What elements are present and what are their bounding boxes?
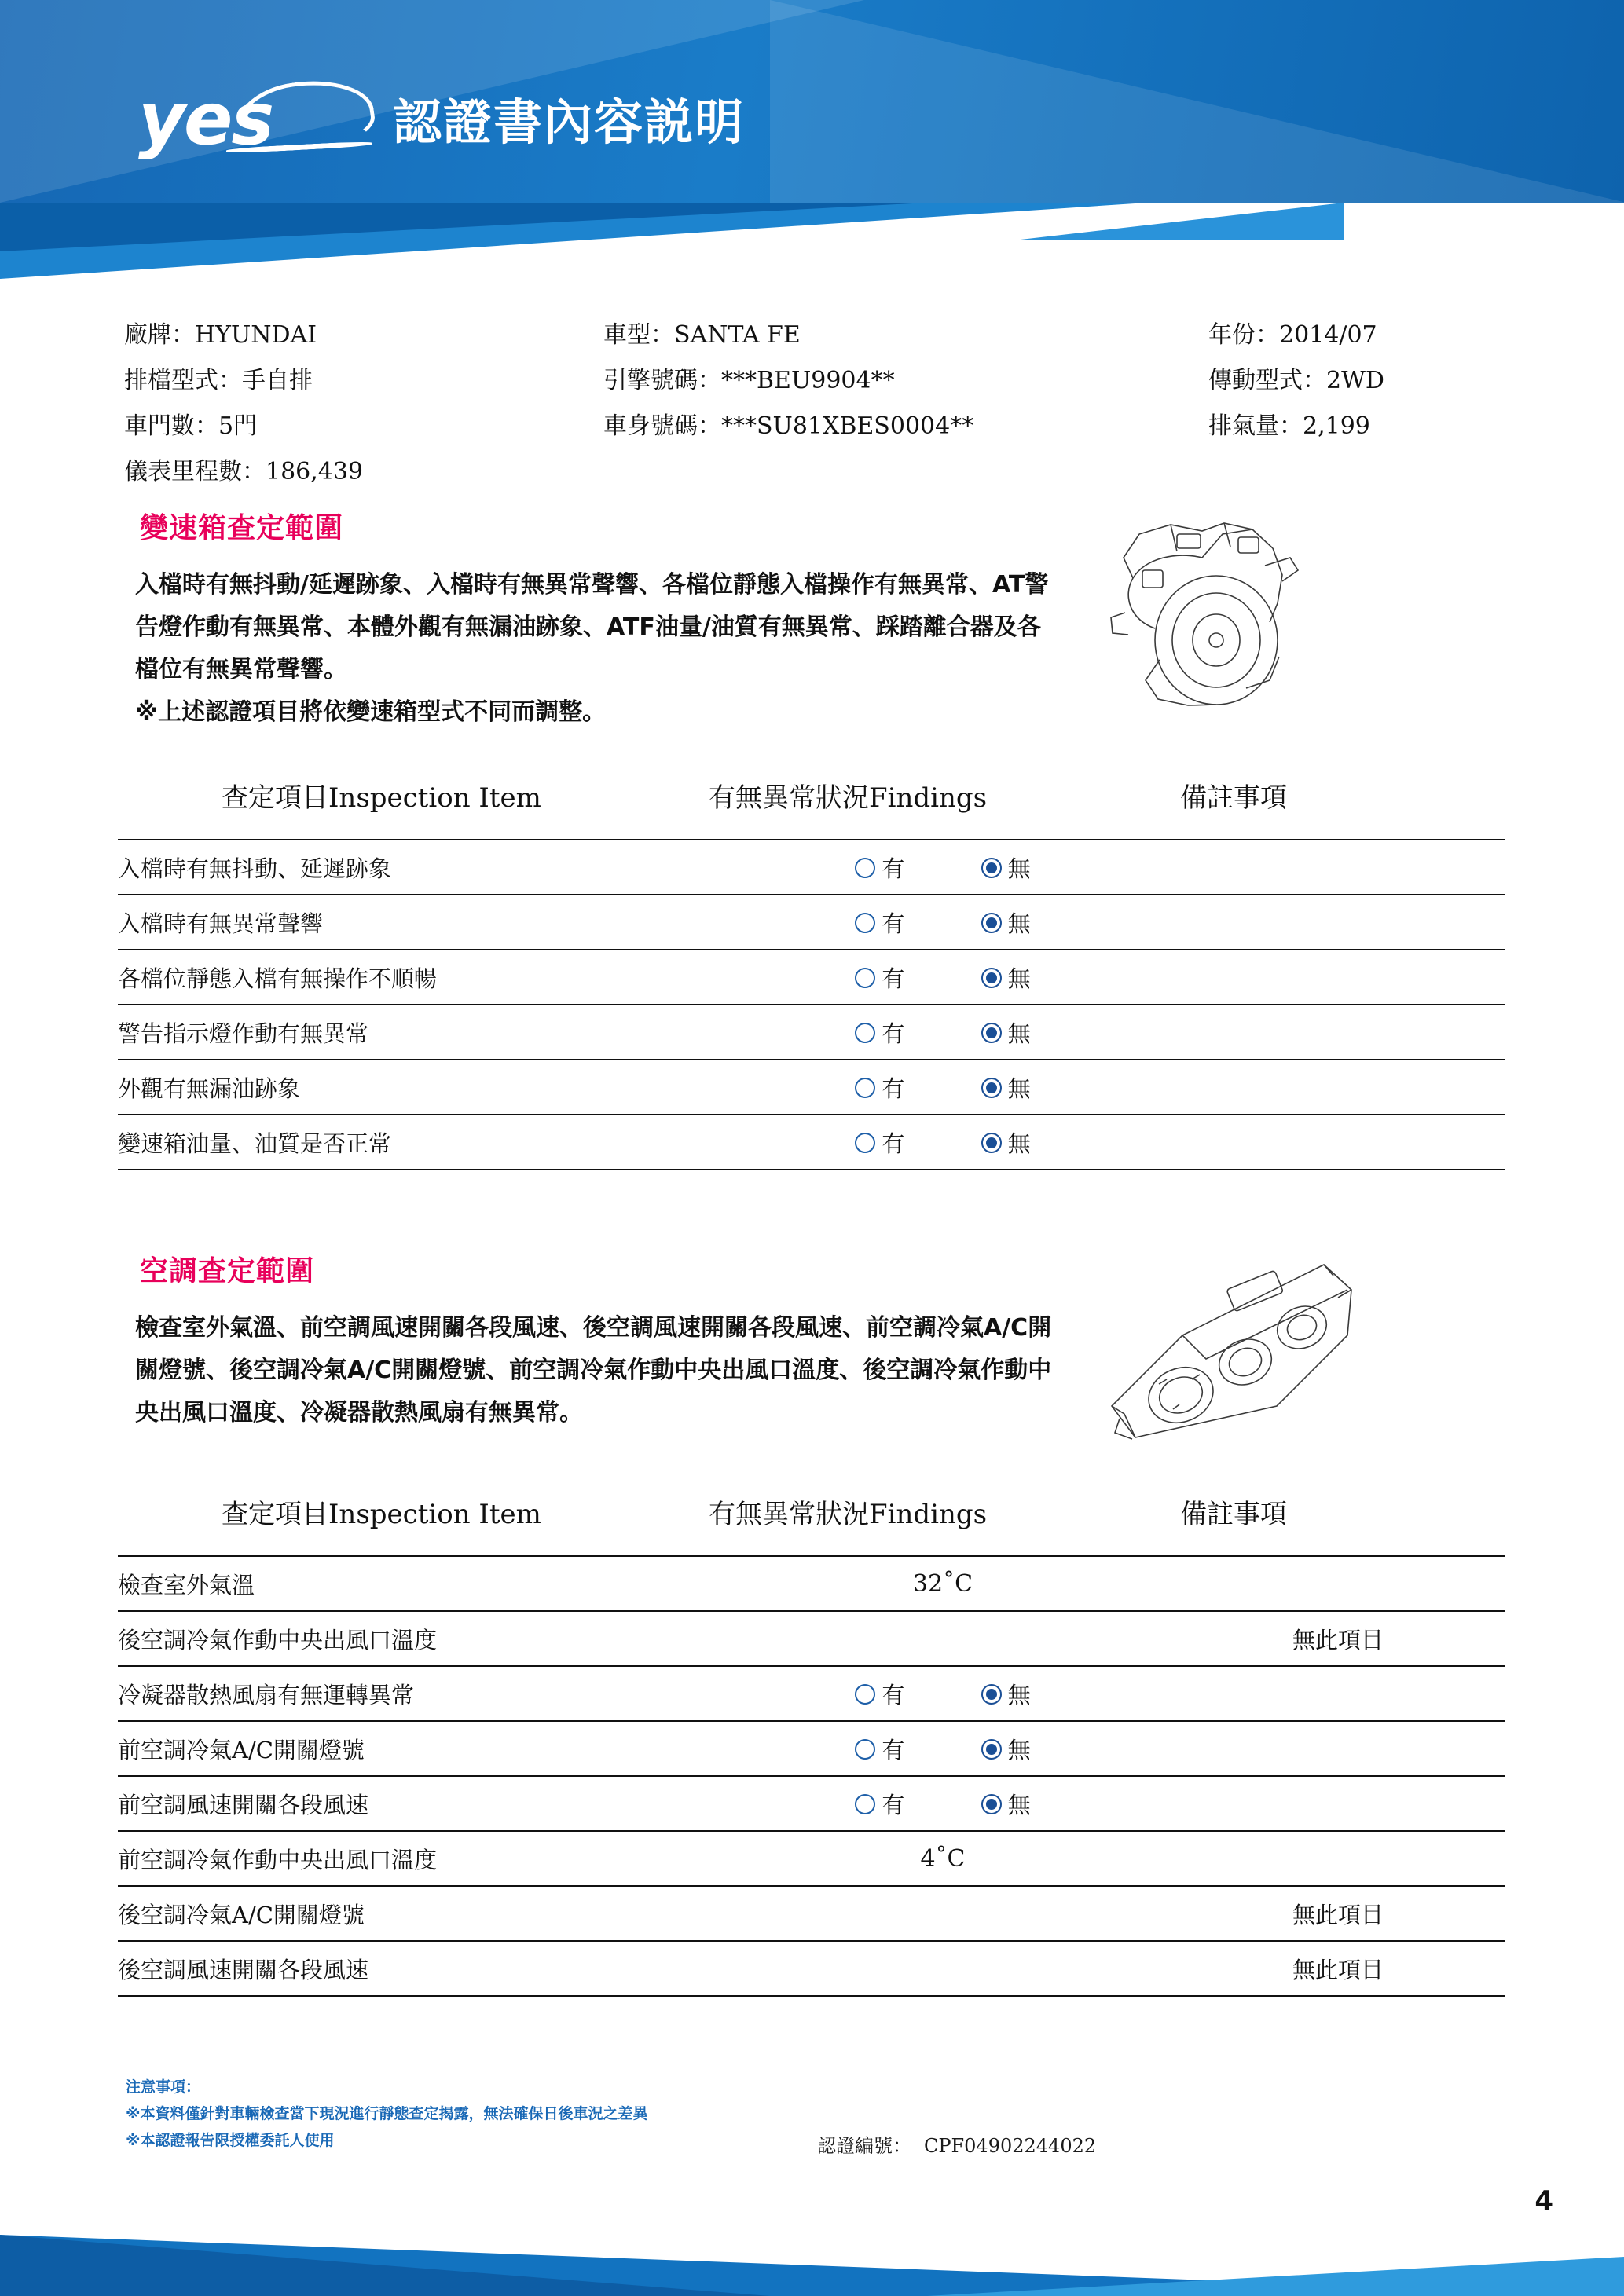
radio-label-yes: 有 <box>882 1075 905 1102</box>
row-value: 32˚C <box>912 1569 973 1598</box>
row-findings[interactable] <box>715 1060 1171 1115</box>
vehicle-year: 年份：2014/07 <box>1208 321 1377 349</box>
transmission-diagram-icon <box>1084 503 1320 731</box>
logo-text: yes <box>138 77 273 161</box>
radio-option-yes[interactable] <box>855 1733 904 1765</box>
row-findings[interactable] <box>715 895 1171 950</box>
page-number: 4 <box>1534 2185 1553 2217</box>
vehicle-drive-type: 傳動型式：2WD <box>1208 367 1384 394</box>
radio-group[interactable] <box>820 961 1065 994</box>
row-item-label: 各檔位靜態入檔有無操作不順暢 <box>118 950 715 1005</box>
radio-label-yes: 有 <box>882 1681 905 1708</box>
certificate-number-value: CPF04902244022 <box>916 2135 1104 2159</box>
row-item-label: 前空調冷氣作動中央出風口溫度 <box>118 1831 715 1886</box>
climate-control-panel-icon <box>1088 1241 1371 1469</box>
radio-dot-no[interactable] <box>981 1023 1002 1043</box>
row-findings[interactable] <box>715 1115 1171 1170</box>
radio-label-no: 無 <box>1007 1681 1031 1708</box>
vehicle-vin: 車身號碼：***SU81XBES0004** <box>603 412 974 440</box>
column-header-findings: 有無異常狀況Findings <box>709 782 988 814</box>
radio-label-no: 無 <box>1007 1791 1031 1818</box>
radio-group[interactable] <box>820 1733 1065 1765</box>
radio-option-no[interactable] <box>981 1016 1031 1049</box>
row-findings <box>715 1941 1171 1996</box>
table-row <box>118 1886 1505 1941</box>
certificate-number-label: 認證編號： <box>817 2135 911 2157</box>
table-row <box>118 1941 1505 1996</box>
row-item-label: 外觀有無漏油跡象 <box>118 1060 715 1115</box>
vehicle-displacement: 排氣量：2,199 <box>1208 412 1370 440</box>
radio-dot-no[interactable] <box>981 1684 1002 1705</box>
row-remark: 無此項目 <box>1171 1611 1505 1666</box>
vehicle-mileage: 儀表里程數：186,439 <box>124 458 364 485</box>
table-row <box>118 1721 1505 1776</box>
header-shape-dark <box>0 203 927 251</box>
radio-dot-yes[interactable] <box>855 1684 875 1705</box>
table-row <box>118 1115 1505 1170</box>
vehicle-transmission-type: 排檔型式：手自排 <box>124 367 313 394</box>
header-shape-light <box>1014 203 1344 240</box>
table-row <box>118 1060 1505 1115</box>
radio-option-no[interactable] <box>981 1071 1031 1104</box>
inspection-table-transmission <box>118 839 1505 1170</box>
row-item-label: 後空調冷氣作動中央出風口溫度 <box>118 1611 715 1666</box>
row-remark <box>1171 1005 1505 1060</box>
table-row <box>118 895 1505 950</box>
row-remark <box>1171 840 1505 895</box>
row-findings <box>715 1831 1171 1886</box>
radio-label-yes: 有 <box>882 910 905 937</box>
column-header-item: 查定項目Inspection Item <box>222 782 541 814</box>
row-remark <box>1171 1831 1505 1886</box>
row-remark <box>1171 895 1505 950</box>
table-row <box>118 1666 1505 1721</box>
vehicle-door-count: 車門數：5門 <box>124 412 258 440</box>
radio-label-no: 無 <box>1007 910 1031 937</box>
radio-group[interactable] <box>820 1788 1065 1820</box>
radio-dot-yes[interactable] <box>855 1133 875 1153</box>
radio-option-yes[interactable] <box>855 1126 904 1159</box>
row-item-label: 後空調風速開關各段風速 <box>118 1941 715 1996</box>
row-remark <box>1171 1115 1505 1170</box>
footer-shape-2 <box>0 2235 770 2296</box>
row-findings <box>715 1886 1171 1941</box>
table-row <box>118 840 1505 895</box>
radio-label-yes: 有 <box>882 1736 905 1763</box>
radio-option-yes[interactable] <box>855 1678 904 1710</box>
radio-dot-no[interactable] <box>981 1133 1002 1153</box>
row-item-label: 檢查室外氣溫 <box>118 1556 715 1611</box>
vehicle-engine-number: 引擎號碼：***BEU9904** <box>603 367 895 394</box>
column-header-remark: 備註事項 <box>1180 1499 1287 1530</box>
radio-group[interactable] <box>820 1016 1065 1049</box>
radio-option-no[interactable] <box>981 1678 1031 1710</box>
radio-dot-no[interactable] <box>981 858 1002 878</box>
radio-label-yes: 有 <box>882 1130 905 1157</box>
header-lower-decoration <box>0 203 1624 279</box>
row-findings <box>715 1611 1171 1666</box>
radio-option-no[interactable] <box>981 906 1031 939</box>
column-header-remark: 備註事項 <box>1180 782 1287 814</box>
vehicle-model: 車型：SANTA FE <box>603 321 801 349</box>
radio-option-yes[interactable] <box>855 851 904 884</box>
radio-dot-yes[interactable] <box>855 913 875 933</box>
section-description-transmission: 入檔時有無抖動/延遲跡象、入檔時有無異常聲響、各檔位靜態入檔操作有無異常、AT警告燈作動有無異常、本體外觀有無漏油跡象、ATF油量/油質有無異常、踩踏離合器及各檔位有無異常聲響。 ※上述認證項目將依變速箱型式不同而調整。 <box>135 571 1049 726</box>
radio-option-no[interactable] <box>981 961 1031 994</box>
row-findings[interactable] <box>715 1721 1171 1776</box>
radio-option-no[interactable] <box>981 1788 1031 1820</box>
row-remark: 無此項目 <box>1171 1941 1505 1996</box>
radio-group[interactable] <box>820 851 1065 884</box>
yes-logo <box>138 75 366 162</box>
row-remark <box>1171 950 1505 1005</box>
row-remark <box>1171 1556 1505 1611</box>
page-title: 認證書內容説明 <box>393 93 746 151</box>
radio-option-yes[interactable] <box>855 961 904 994</box>
row-remark: 無此項目 <box>1171 1886 1505 1941</box>
radio-label-no: 無 <box>1007 965 1031 992</box>
radio-group[interactable] <box>820 1126 1065 1159</box>
vehicle-brand: 廠牌：HYUNDAI <box>124 321 317 349</box>
table-row <box>118 1776 1505 1831</box>
header-diagonal-dark <box>770 0 1624 203</box>
radio-group[interactable] <box>820 1678 1065 1710</box>
radio-dot-no[interactable] <box>981 1794 1002 1814</box>
vehicle-info-column-3 <box>1208 313 1384 449</box>
table-row <box>118 950 1505 1005</box>
radio-dot-yes[interactable] <box>855 1023 875 1043</box>
radio-dot-no[interactable] <box>981 968 1002 988</box>
column-header-findings: 有無異常狀況Findings <box>709 1499 988 1530</box>
certificate-number <box>817 2130 1104 2158</box>
radio-option-yes[interactable] <box>855 1016 904 1049</box>
row-item-label: 後空調冷氣A/C開關燈號 <box>118 1886 715 1941</box>
radio-option-no[interactable] <box>981 1733 1031 1765</box>
radio-label-yes: 有 <box>882 1020 905 1047</box>
column-header-item: 查定項目Inspection Item <box>222 1499 541 1530</box>
page-header <box>0 0 1624 279</box>
vehicle-info-column-2 <box>603 313 973 449</box>
radio-dot-no[interactable] <box>981 913 1002 933</box>
table-row <box>118 1831 1505 1886</box>
radio-label-no: 無 <box>1007 1130 1031 1157</box>
section-title-climate: 空調查定範圍 <box>140 1255 315 1287</box>
radio-option-yes[interactable] <box>855 1788 904 1820</box>
row-findings[interactable] <box>715 950 1171 1005</box>
row-item-label: 警告指示燈作動有無異常 <box>118 1005 715 1060</box>
radio-option-no[interactable] <box>981 1126 1031 1159</box>
radio-label-yes: 有 <box>882 965 905 992</box>
footer-band <box>0 2235 1624 2296</box>
row-findings[interactable] <box>715 840 1171 895</box>
radio-dot-no[interactable] <box>981 1739 1002 1760</box>
section-description-climate: 檢查室外氣溫、前空調風速開關各段風速、後空調風速開關各段風速、前空調冷氣A/C開關燈號、後空調冷氣A/C開關燈號、前空調冷氣作動中央出風口溫度、後空調冷氣作動中央出風口溫度、冷凝器散熱風扇有無異常。 <box>135 1314 1052 1426</box>
radio-option-yes[interactable] <box>855 906 904 939</box>
column-headers-transmission <box>135 776 1518 822</box>
row-findings[interactable] <box>715 1666 1171 1721</box>
note-line-1: ※本資料僅針對車輛檢查當下現況進行靜態查定揭露，無法確保日後車況之差異 <box>126 2105 648 2122</box>
radio-group[interactable] <box>820 1071 1065 1104</box>
radio-label-no: 無 <box>1007 1736 1031 1763</box>
row-item-label: 冷凝器散熱風扇有無運轉異常 <box>118 1666 715 1721</box>
table-row <box>118 1005 1505 1060</box>
row-findings[interactable] <box>715 1776 1171 1831</box>
row-remark <box>1171 1721 1505 1776</box>
radio-label-no: 無 <box>1007 1020 1031 1047</box>
column-headers-climate <box>135 1492 1518 1538</box>
radio-option-no[interactable] <box>981 851 1031 884</box>
row-findings <box>715 1556 1171 1611</box>
radio-label-yes: 有 <box>882 1791 905 1818</box>
radio-dot-yes[interactable] <box>855 968 875 988</box>
radio-dot-yes[interactable] <box>855 1794 875 1814</box>
table-row <box>118 1556 1505 1611</box>
radio-label-yes: 有 <box>882 855 905 882</box>
radio-label-no: 無 <box>1007 1075 1031 1102</box>
row-remark <box>1171 1060 1505 1115</box>
row-item-label: 變速箱油量、油質是否正常 <box>118 1115 715 1170</box>
footer-notes <box>126 2074 647 2154</box>
row-findings[interactable] <box>715 1005 1171 1060</box>
row-item-label: 入檔時有無抖動、延遲跡象 <box>118 840 715 895</box>
note-line-2: ※本認證報告限授權委託人使用 <box>126 2132 335 2149</box>
row-value: 4˚C <box>920 1844 966 1873</box>
radio-dot-yes[interactable] <box>855 1078 875 1098</box>
notes-title: 注意事項： <box>126 2078 201 2096</box>
radio-dot-yes[interactable] <box>855 858 875 878</box>
vehicle-info-column-1 <box>124 313 363 495</box>
row-item-label: 前空調風速開關各段風速 <box>118 1776 715 1831</box>
radio-dot-no[interactable] <box>981 1078 1002 1098</box>
row-remark <box>1171 1666 1505 1721</box>
row-remark <box>1171 1776 1505 1831</box>
radio-group[interactable] <box>820 906 1065 939</box>
radio-option-yes[interactable] <box>855 1071 904 1104</box>
radio-dot-yes[interactable] <box>855 1739 875 1760</box>
inspection-table-climate <box>118 1555 1505 1997</box>
section-title-transmission: 變速箱查定範圍 <box>140 512 344 544</box>
table-row <box>118 1611 1505 1666</box>
row-item-label: 入檔時有無異常聲響 <box>118 895 715 950</box>
row-item-label: 前空調冷氣A/C開關燈號 <box>118 1721 715 1776</box>
radio-label-no: 無 <box>1007 855 1031 882</box>
